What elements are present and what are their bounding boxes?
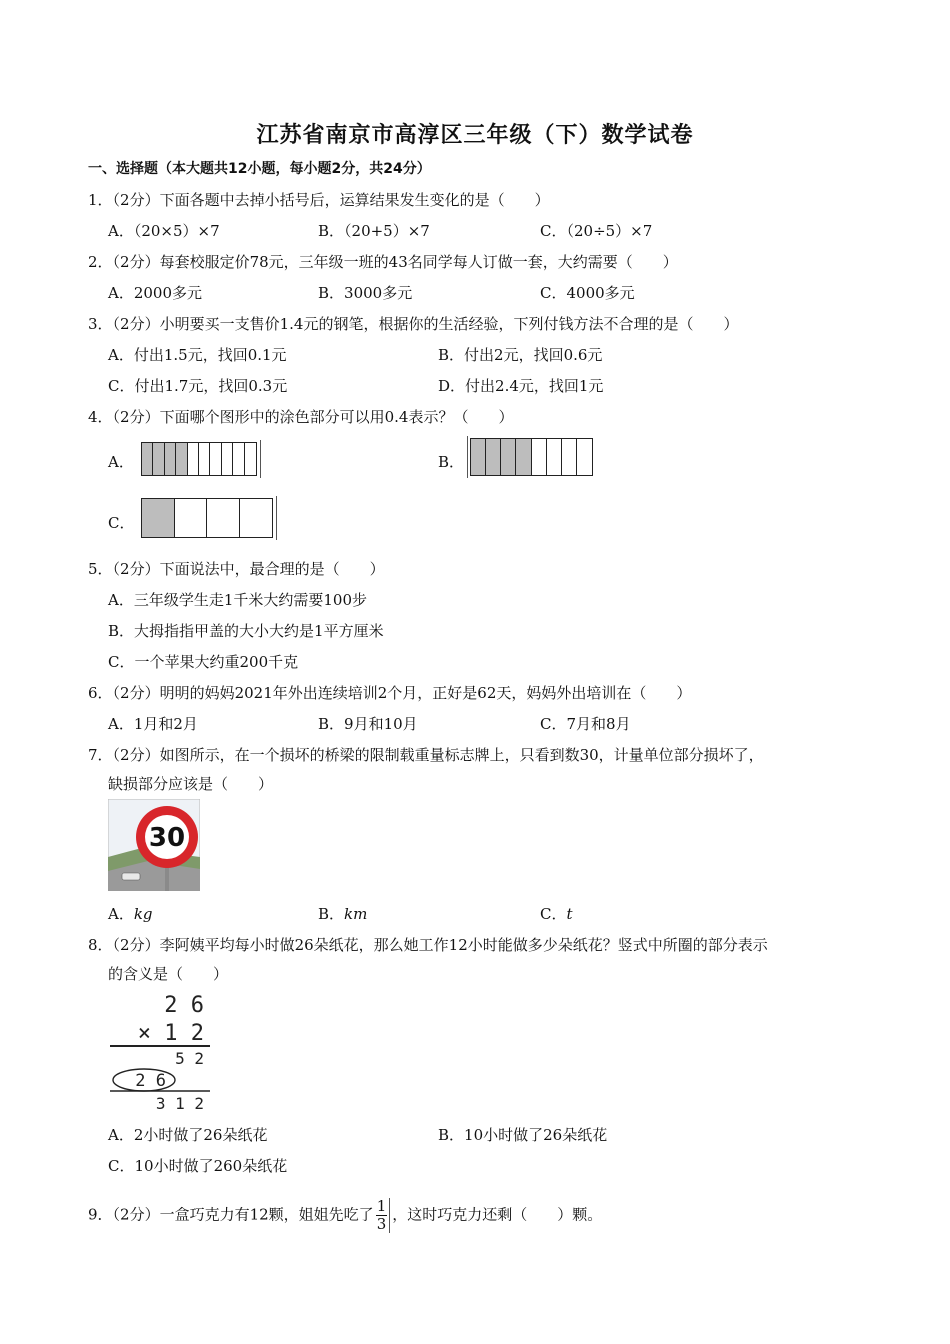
q4-figure-b [470,438,593,476]
q9-stem-after: ，这时巧克力还剩（ ）颗。 [392,1205,603,1224]
calc-row-4: 2 6 [135,1071,166,1091]
question-2-stem: 2．（2分）每套校服定价78元，三年级一班的43名同学每人订做一套，大约需要（ ） [88,253,678,271]
speed-limit-sign-image [108,799,200,891]
q9-fraction [376,1198,391,1233]
q4-option-c: C． [108,514,135,532]
question-9-stem [88,1198,602,1233]
q1-option-c: C．（20÷5）×7 [540,222,653,240]
q5-option-b: B．大拇指指甲盖的大小大约是1平方厘米 [108,622,384,640]
q3-option-b: B．付出2元，找回0.6元 [438,346,603,364]
q5-option-a: A．三年级学生走1千米大约需要100步 [108,591,368,609]
q2-option-c: C．4000多元 [540,284,635,302]
q4-figure-c [141,498,273,538]
question-3-stem: 3．（2分）小明要买一支售价1.4元的钢笔，根据你的生活经验，下列付钱方法不合理的是（ ） [88,315,739,333]
q4-figure-a [141,442,257,476]
q9-fraction-numerator: 1 [376,1197,387,1215]
q6-option-c: C．7月和8月 [540,715,631,733]
question-6-stem: 6．（2分）明明的妈妈2021年外出连续培训2个月，正好是62天，妈妈外出培训在（ ） [88,684,692,702]
q7-option-a [108,903,153,924]
q5-option-c: C．一个苹果大约重200千克 [108,653,299,671]
q7-option-b [318,903,367,924]
q3-option-d: D．付出2.4元，找回1元 [438,377,604,395]
calc-row-1: 2 6 [164,993,204,1018]
q1-option-a: A．（20×5）×7 [108,222,220,240]
q8-option-c: C．10小时做了260朵纸花 [108,1157,288,1175]
q7-option-c-unit: t [566,905,573,923]
q8-option-b: B．10小时做了26朵纸花 [438,1126,608,1144]
q7-option-c [540,903,573,924]
q2-option-a: A．2000多元 [108,284,203,302]
question-8-stem: 8．（2分）李阿姨平均每小时做26朵纸花，那么她工作12小时能做多少朵纸花？竖式中所圈的部分表示 [88,936,768,954]
q6-option-a: A．1月和2月 [108,715,198,733]
q2-option-b: B．3000多元 [318,284,413,302]
q7-option-b-label: B． [318,905,345,923]
q7-option-c-label: C． [540,905,567,923]
q8-option-a: A．2小时做了26朵纸花 [108,1126,268,1144]
q9-fraction-denominator: 3 [376,1215,387,1233]
page-title: 江苏省南京市高淳区三年级（下）数学试卷 [256,123,694,148]
q7-option-b-unit: km [344,905,368,923]
calc-row-2: × 1 2 [137,1021,204,1046]
sign-number: 30 [148,823,186,853]
q6-option-b: B．9月和10月 [318,715,418,733]
q7-option-a-label: A． [108,905,134,923]
question-7-stem-cont: 缺损部分应该是（ ） [108,775,274,793]
question-5-stem: 5．（2分）下面说法中，最合理的是（ ） [88,560,385,578]
vertical-multiplication [108,990,212,1112]
q3-option-a: A．付出1.5元，找回0.1元 [108,346,287,364]
section-heading: 一、选择题（本大题共12小题，每小题2分，共24分） [88,161,431,177]
question-4-stem: 4．（2分）下面哪个图形中的涂色部分可以用0.4表示？（ ） [88,408,514,426]
q9-stem-before: 9．（2分）一盒巧克力有12颗，姐姐先吃了 [88,1205,374,1224]
q1-option-b: B．（20+5）×7 [318,222,430,240]
question-8-stem-cont: 的含义是（ ） [108,965,229,983]
calc-row-3: 5 2 [175,1049,204,1068]
q4-option-a: A． [108,453,134,471]
q4-option-b: B． [438,453,465,471]
calc-row-5: 3 1 2 [155,1094,204,1112]
q7-option-a-unit: kg [133,905,153,923]
q3-option-c: C．付出1.7元，找回0.3元 [108,377,288,395]
question-7-stem: 7．（2分）如图所示，在一个损坏的桥梁的限制载重量标志牌上，只看到数30，计量单位部分损坏了， [88,746,764,764]
question-1-stem: 1．（2分）下面各题中去掉小括号后，运算结果发生变化的是（ ） [88,191,550,209]
